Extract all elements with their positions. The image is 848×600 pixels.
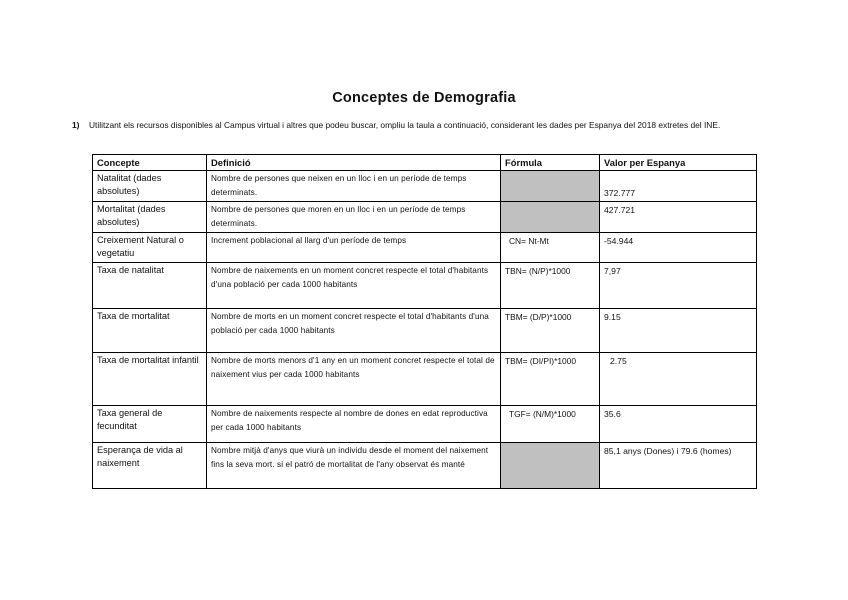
concept-cell: Natalitat (dades absolutes) [93,171,207,202]
concept-cell: Creixement Natural o vegetatiu [93,233,207,263]
table-header-row [93,155,757,171]
value-cell [600,171,757,202]
concept-cell: Esperança de vida al naixement [93,443,207,489]
concept-cell: Taxa de mortalitat infantil [93,353,207,406]
formula-cell: TBM= (DI/PI)*1000 [501,353,600,406]
value-cell: 85,1 anys (Dones) i 79.6 (homes) [600,443,757,489]
item-number: 1) [72,120,80,130]
definition-cell: Nombre de morts en un moment concret respecte el total d'habitants d'una població per cada 1000 habitants [207,309,501,353]
concept-cell: Taxa de natalitat [93,263,207,309]
value-text: 2.75 [610,356,627,366]
formula-cell [501,202,600,233]
concept-cell: Taxa general de fecunditat [93,406,207,443]
header-valor: Valor per Espanya [600,155,757,171]
formula-text: CN= Nt-Mt [509,236,549,246]
definition-cell: Increment poblacional al llarg d'un període de temps [207,233,501,263]
definition-cell: Nombre de persones que moren en un lloc i en un període de temps determinats. [207,202,501,233]
value-cell: 35.6 [600,406,757,443]
formula-cell [501,443,600,489]
table-row [93,233,757,263]
demography-table [92,154,757,489]
table-row [93,353,757,406]
value-cell: 7,97 [600,263,757,309]
concept-cell: Taxa de mortalitat [93,309,207,353]
value-cell: 427.721 [600,202,757,233]
header-formula: Fórmula [501,155,600,171]
value-text: 372.777 [604,188,636,198]
definition-cell: Nombre mitjà d'anys que viurà un individu desde el moment del naixement fins la seva mort. si el patró de mortalitat de l'any observat és manté [207,443,501,489]
formula-cell: TBM= (D/P)*1000 [501,309,600,353]
definition-cell: Nombre de naixements en un moment concret respecte el total d'habitants d'una població per cada 1000 habitants [207,263,501,309]
formula-text: TGF= (N/M)*1000 [509,409,576,419]
value-cell: -54.944 [600,233,757,263]
table-row [93,443,757,489]
formula-cell [501,406,600,443]
formula-cell: TBN= (N/P)*1000 [501,263,600,309]
definition-cell: Nombre de naixements respecte al nombre de dones en edat reproductiva per cada 1000 habitants [207,406,501,443]
table-row [93,202,757,233]
table-row [93,309,757,353]
table-row [93,406,757,443]
table-row [93,171,757,202]
formula-cell [501,233,600,263]
table-row [93,263,757,309]
formula-cell [501,171,600,202]
definition-cell: Nombre de morts menors d'1 any en un moment concret respecte el total de naixement vius per cada 1000 habitants [207,353,501,406]
page-title: Conceptes de Demografia [332,90,516,106]
definition-cell: Nombre de persones que neixen en un lloc i en un període de temps determinats. [207,171,501,202]
value-cell: 9.15 [600,309,757,353]
concept-cell: Mortalitat (dades absolutes) [93,202,207,233]
instruction-text: Utilitzant els recursos disponibles al Campus virtual i altres que podeu buscar, ompliu la taula a continuació, considerant les dades per Espanya del 2018 extretes del INE. [89,120,721,130]
header-concepte: Concepte [93,155,207,171]
header-definicio: Definició [207,155,501,171]
value-cell [600,353,757,406]
